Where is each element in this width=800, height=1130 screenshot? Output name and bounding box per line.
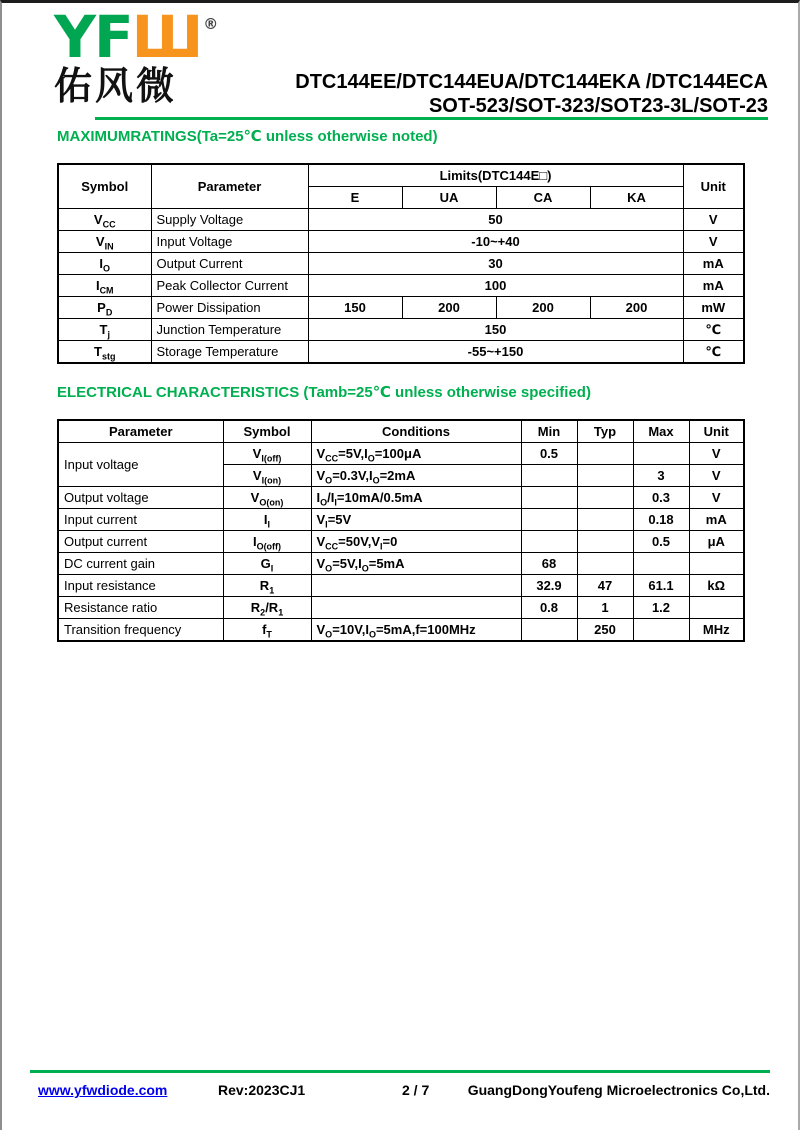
unit-cell: kΩ bbox=[689, 575, 744, 597]
table-row bbox=[58, 553, 744, 575]
typ-cell bbox=[577, 509, 633, 531]
unit-cell: μA bbox=[689, 531, 744, 553]
typ-cell: 47 bbox=[577, 575, 633, 597]
min-cell: 0.5 bbox=[521, 443, 577, 465]
unit-cell: ℃ bbox=[683, 319, 744, 341]
unit-cell: mW bbox=[683, 297, 744, 319]
conditions-cell: $V_{CC}=50V,V_I=0$ bbox=[311, 531, 521, 553]
typ-cell bbox=[577, 553, 633, 575]
conditions-cell: $V_O=5V,I_O=5mA$ bbox=[311, 553, 521, 575]
website-link[interactable]: www.yfwdiode.com bbox=[38, 1082, 168, 1098]
table-row bbox=[58, 487, 744, 509]
value-cell: 100 bbox=[308, 275, 683, 297]
limit-col-ca: CA bbox=[496, 187, 590, 209]
max-cell: 0.3 bbox=[633, 487, 689, 509]
parameter-cell: Input voltage bbox=[58, 443, 223, 487]
value-cell-e: 150 bbox=[308, 297, 402, 319]
value-cell-ua: 200 bbox=[402, 297, 496, 319]
parameter-cell: Transition frequency bbox=[58, 619, 223, 642]
table-row bbox=[58, 231, 744, 253]
table-header-row bbox=[58, 164, 744, 187]
conditions-cell: $V_{CC}=5V,I_O=100\mu A$ bbox=[311, 443, 521, 465]
parameter-cell: DC current gain bbox=[58, 553, 223, 575]
unit-header: Unit bbox=[683, 164, 744, 209]
parameter-cell: Output voltage bbox=[58, 487, 223, 509]
typ-cell bbox=[577, 443, 633, 465]
parameter-cell: Input current bbox=[58, 509, 223, 531]
logo-chinese-name: 佑风微 bbox=[54, 66, 178, 108]
unit-cell bbox=[689, 553, 744, 575]
conditions-cell: $V_I=5V$ bbox=[311, 509, 521, 531]
table-row bbox=[58, 341, 744, 364]
table-row bbox=[58, 531, 744, 553]
conditions-cell: $V_O=0.3V,I_O=2mA$ bbox=[311, 465, 521, 487]
typ-header: Typ bbox=[577, 420, 633, 443]
symbol-cell: $V_{O(on)}$ bbox=[223, 487, 311, 509]
typ-cell bbox=[577, 531, 633, 553]
symbol-cell: $R_2/R_1$ bbox=[223, 597, 311, 619]
table-row bbox=[58, 319, 744, 341]
page-number: 2 / 7 bbox=[402, 1082, 430, 1098]
symbol-cell: $V_{I(on)}$ bbox=[223, 465, 311, 487]
symbol-cell: $V_{I(off)}$ bbox=[223, 443, 311, 465]
parameter-cell: Power Dissipation bbox=[151, 297, 308, 319]
conditions-cell: $V_O=10V,I_O=5mA,f=100MHz$ bbox=[311, 619, 521, 642]
parameter-header: Parameter bbox=[151, 164, 308, 209]
table-row bbox=[58, 509, 744, 531]
value-cell-ka: 200 bbox=[590, 297, 683, 319]
limit-col-ka: KA bbox=[590, 187, 683, 209]
logo-w-mark: Ш bbox=[131, 3, 202, 71]
limit-col-ua: UA bbox=[402, 187, 496, 209]
unit-cell: mA bbox=[683, 275, 744, 297]
unit-cell: V bbox=[689, 487, 744, 509]
parameter-cell: Peak Collector Current bbox=[151, 275, 308, 297]
symbol-cell: $G_I$ bbox=[223, 553, 311, 575]
parameter-cell: Output Current bbox=[151, 253, 308, 275]
conditions-cell: $I_O/I_I=10mA/0.5mA$ bbox=[311, 487, 521, 509]
parameter-cell: Junction Temperature bbox=[151, 319, 308, 341]
typ-cell bbox=[577, 487, 633, 509]
typ-cell: 250 bbox=[577, 619, 633, 642]
limits-header: Limits(DTC144E□) bbox=[308, 164, 683, 187]
symbol-cell: $I_I$ bbox=[223, 509, 311, 531]
symbol-header: Symbol bbox=[58, 164, 151, 209]
table-row bbox=[58, 253, 744, 275]
table-row bbox=[58, 575, 744, 597]
symbol-cell: $I_{O(off)}$ bbox=[223, 531, 311, 553]
parameter-cell: Input resistance bbox=[58, 575, 223, 597]
max-cell bbox=[633, 553, 689, 575]
max-header: Max bbox=[633, 420, 689, 443]
symbol-cell: $T_{stg}$ bbox=[58, 341, 151, 364]
table-row bbox=[58, 443, 744, 465]
min-header: Min bbox=[521, 420, 577, 443]
package-types-title: SOT-523/SOT-323/SOT23-3L/SOT-23 bbox=[428, 95, 768, 117]
max-cell bbox=[633, 619, 689, 642]
maximum-ratings-table bbox=[57, 163, 745, 364]
symbol-cell: $I_{CM}$ bbox=[58, 275, 151, 297]
logo-wordmark bbox=[54, 3, 219, 71]
unit-cell: V bbox=[689, 465, 744, 487]
conditions-header: Conditions bbox=[311, 420, 521, 443]
parameter-cell: Resistance ratio bbox=[58, 597, 223, 619]
symbol-cell: $I_O$ bbox=[58, 253, 151, 275]
value-cell: 150 bbox=[308, 319, 683, 341]
electrical-characteristics-heading: ELECTRICAL CHARACTERISTICS (Tamb=25℃ unless otherwise specified) bbox=[57, 384, 591, 401]
unit-cell: V bbox=[689, 443, 744, 465]
unit-header: Unit bbox=[689, 420, 744, 443]
symbol-cell: $T_j$ bbox=[58, 319, 151, 341]
conditions-cell bbox=[311, 597, 521, 619]
value-cell-ca: 200 bbox=[496, 297, 590, 319]
symbol-cell: $P_D$ bbox=[58, 297, 151, 319]
logo-yf-text: YF bbox=[54, 3, 132, 71]
revision-label: Rev:2023CJ1 bbox=[218, 1082, 306, 1098]
unit-cell: mA bbox=[689, 509, 744, 531]
typ-cell: 1 bbox=[577, 597, 633, 619]
company-name: GuangDongYoufeng Microelectronics Co,Ltd. bbox=[467, 1082, 770, 1098]
unit-cell: MHz bbox=[689, 619, 744, 642]
header-divider bbox=[95, 117, 768, 120]
unit-cell: ℃ bbox=[683, 341, 744, 364]
limit-col-e: E bbox=[308, 187, 402, 209]
electrical-characteristics-table bbox=[57, 419, 745, 642]
parameter-cell: Supply Voltage bbox=[151, 209, 308, 231]
typ-cell bbox=[577, 465, 633, 487]
min-cell: 68 bbox=[521, 553, 577, 575]
value-cell: -10~+40 bbox=[308, 231, 683, 253]
max-cell: 0.5 bbox=[633, 531, 689, 553]
conditions-cell bbox=[311, 575, 521, 597]
unit-cell: mA bbox=[683, 253, 744, 275]
symbol-header: Symbol bbox=[223, 420, 311, 443]
value-cell: 50 bbox=[308, 209, 683, 231]
parameter-header: Parameter bbox=[58, 420, 223, 443]
symbol-cell: $V_{CC}$ bbox=[58, 209, 151, 231]
unit-cell: V bbox=[683, 231, 744, 253]
value-cell: -55~+150 bbox=[308, 341, 683, 364]
table-row bbox=[58, 209, 744, 231]
document-title bbox=[295, 70, 768, 118]
symbol-cell: $f_T$ bbox=[223, 619, 311, 642]
table-row bbox=[58, 597, 744, 619]
company-logo bbox=[54, 3, 219, 108]
max-cell: 3 bbox=[633, 465, 689, 487]
symbol-cell: $R_1$ bbox=[223, 575, 311, 597]
parameter-cell: Input Voltage bbox=[151, 231, 308, 253]
table-row bbox=[58, 619, 744, 642]
max-cell bbox=[633, 443, 689, 465]
registered-trademark-icon: ® bbox=[203, 15, 219, 33]
parameter-cell: Storage Temperature bbox=[151, 341, 308, 364]
min-cell bbox=[521, 465, 577, 487]
min-cell: 0.8 bbox=[521, 597, 577, 619]
part-numbers-title: DTC144EE/DTC144EUA/DTC144EKA /DTC144ECA bbox=[295, 71, 768, 93]
unit-cell bbox=[689, 597, 744, 619]
unit-cell: V bbox=[683, 209, 744, 231]
parameter-cell: Output current bbox=[58, 531, 223, 553]
table-row bbox=[58, 275, 744, 297]
table-header-row bbox=[58, 420, 744, 443]
min-cell bbox=[521, 619, 577, 642]
value-cell: 30 bbox=[308, 253, 683, 275]
maximum-ratings-heading: MAXIMUMRATINGS(Ta=25℃ unless otherwise noted) bbox=[57, 128, 438, 145]
symbol-cell: $V_{IN}$ bbox=[58, 231, 151, 253]
table-row bbox=[58, 297, 744, 319]
min-cell: 32.9 bbox=[521, 575, 577, 597]
max-cell: 0.18 bbox=[633, 509, 689, 531]
max-cell: 61.1 bbox=[633, 575, 689, 597]
footer-divider bbox=[30, 1070, 770, 1073]
min-cell bbox=[521, 509, 577, 531]
min-cell bbox=[521, 531, 577, 553]
min-cell bbox=[521, 487, 577, 509]
max-cell: 1.2 bbox=[633, 597, 689, 619]
